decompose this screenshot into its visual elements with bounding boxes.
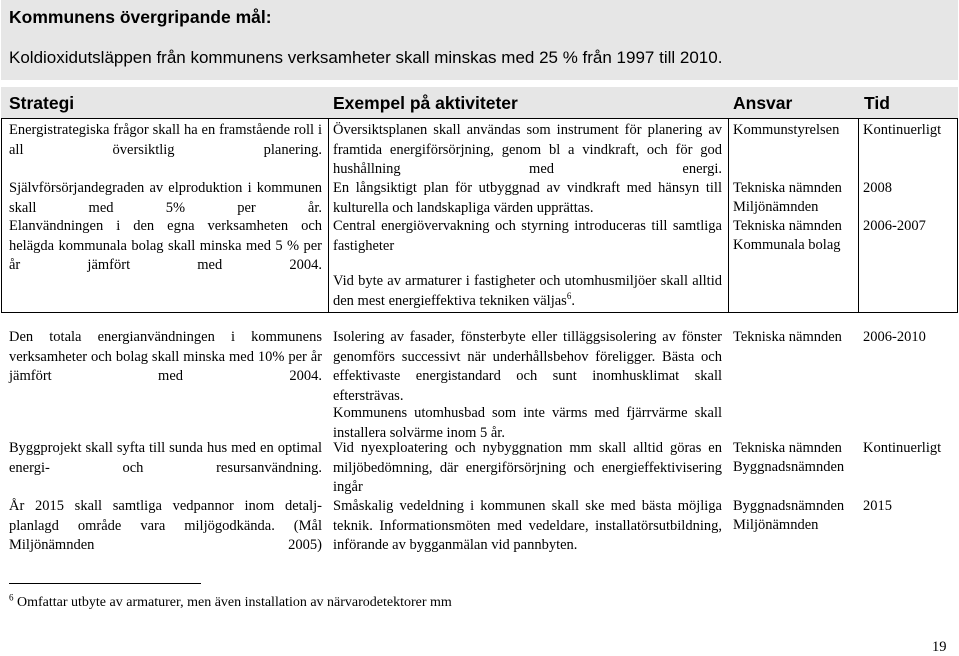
header-activities: Exempel på aktiviteter <box>333 93 518 113</box>
goal-text: Koldioxidutsläppen från kommunens verksamheter skall minskas med 25 % från 1997 till 2010. <box>9 48 723 67</box>
activity-lighting-text: Vid byte av armaturer i fastigheter och utomhusmiljöer skall alltid den mest energieffektiva tekniken väljas <box>333 273 722 309</box>
activity-overview-plan: Översiktsplanen skall användas som instrument för planering av framtida energiförsörjning, genom bl a vindkraft, och för god hushållning med energi. <box>333 122 722 177</box>
table-col-divider-1 <box>328 118 329 313</box>
strategy-wood-boilers: År 2015 skall samtliga vedpannor inom detalj-planlagd område vara miljögodkända. (Mål Miljönämnden 2005) <box>9 498 322 553</box>
activity-outdoor-pool: Kommunens utomhusbad som inte värms med fjärrvärme skall installera solvärme inom 5 år. <box>333 405 722 441</box>
strategy-energy-planning: Energistrategiska frågor skall ha en framstående roll i all översiktlig planering. <box>9 122 322 158</box>
time-lower-row2: Kontinuerligt <box>863 440 942 456</box>
strategy-healthy-buildings: Byggprojekt skall syfta till sunda hus med en optimal energi- och resursanvändning. <box>9 440 322 476</box>
header-strategy: Strategi <box>9 93 75 113</box>
activity-insulation: Isolering av fasader, fönsterbyte eller tilläggsisolering av fönster genomförs successivt när underhållsbehov föreligger. Bästa och effektivaste energistandard och sunt inomhusklimat skall eftersträvas. <box>333 329 722 404</box>
time-lower-row3: 2015 <box>863 498 892 514</box>
activity-wood-burning: Småskalig vedeldning i kommunen skall ske med bästa möjliga teknik. Informationsmöten med vedeldare, installatörsutbildning, införande av bygganmälan vid pannbyten. <box>333 498 722 553</box>
strategy-electricity-use: Elanvändningen i den egna verksamheten och helägda kommunala bolag skall minska med 5 % per år jämfört med 2004. <box>9 218 322 273</box>
responsibility-row3b: Kommunala bolag <box>733 237 841 253</box>
table-col-divider-2 <box>728 118 729 313</box>
responsibility-row2a: Tekniska nämnden <box>733 180 842 196</box>
activity-lighting-end: . <box>571 292 575 309</box>
footnote-separator <box>9 583 201 584</box>
activity-environmental-assessment: Vid nyexploatering och nybyggnation mm skall alltid göras en miljöbedömning, där energiförsörjning och energieffektivisering ingår <box>333 440 722 495</box>
responsibility-lower-row3b: Miljönämnden <box>733 517 819 533</box>
table-border-left <box>1 118 2 313</box>
activity-energy-monitoring: Central energiövervakning och styrning introduceras till samtliga fastigheter <box>333 218 722 254</box>
responsibility-lower-row2a: Tekniska nämnden <box>733 440 842 456</box>
responsibility-lower-row2b: Byggnadsnämnden <box>733 459 845 475</box>
header-time: Tid <box>864 93 890 113</box>
time-row1: Kontinuerligt <box>863 122 942 138</box>
responsibility-lower-row1: Tekniska nämnden <box>733 329 842 345</box>
strategy-self-sufficiency: Självförsörjandegraden av elproduktion i kommunen skall med 5% per år. <box>9 180 322 216</box>
page-number: 19 <box>932 639 947 655</box>
table-rule-bottom <box>1 312 958 313</box>
time-lower-row1: 2006-2010 <box>863 329 926 345</box>
strategy-total-energy: Den totala energianvändningen i kommunens verksamheter och bolag skall minska med 10% per år jämfört med 2004. <box>9 329 322 384</box>
footnote <box>9 592 452 611</box>
responsibility-row2b: Miljönämnden <box>733 199 819 215</box>
responsibility-lower-row3a: Byggnadsnämnden <box>733 498 845 514</box>
time-row2: 2008 <box>863 180 892 196</box>
footnote-ref: 6 <box>566 290 572 301</box>
table-col-divider-3 <box>858 118 859 313</box>
activity-lighting-replacement <box>333 272 722 311</box>
footnote-text: Omfattar utbyte av armaturer, men även installation av närvarodetektorer mm <box>13 595 452 610</box>
table-border-right <box>957 118 958 313</box>
responsibility-row3a: Tekniska nämnden <box>733 218 842 234</box>
table-rule-top <box>1 118 958 119</box>
footnote-number: 6 <box>9 592 14 603</box>
time-row3: 2006-2007 <box>863 218 926 234</box>
goal-title: Kommunens övergripande mål: <box>9 7 272 27</box>
responsibility-row1: Kommunstyrelsen <box>733 122 840 138</box>
activity-wind-power-plan: En långsiktigt plan för utbyggnad av vindkraft med hänsyn till kulturella och landskapliga värden upprättas. <box>333 180 722 216</box>
header-responsibility: Ansvar <box>733 93 793 113</box>
